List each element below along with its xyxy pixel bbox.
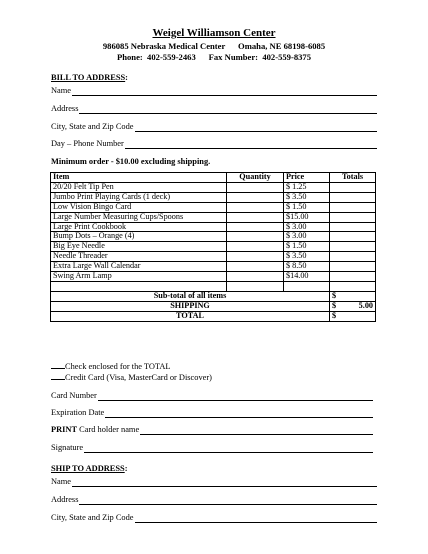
ship-address-label: Address (51, 495, 79, 504)
bill-name-label: Name (51, 86, 71, 95)
quantity-cell[interactable] (227, 232, 284, 242)
item-cell: Needle Threader (51, 252, 227, 262)
price-cell: $ 1.25 (284, 182, 330, 192)
card-number-field[interactable] (51, 391, 373, 401)
quantity-cell[interactable] (227, 222, 284, 232)
item-cell: Swing Arm Lamp (51, 272, 227, 282)
table-row (51, 192, 376, 202)
table-row (51, 252, 376, 262)
item-cell: Low Vision Bingo Card (51, 202, 227, 212)
holder-name-blank[interactable] (140, 426, 373, 435)
shipping-currency: $ (332, 301, 337, 310)
shipping-label: SHIPPING (51, 301, 330, 311)
ship-address-blank[interactable] (79, 496, 377, 505)
signature-label: Signature (51, 443, 84, 452)
total-cell[interactable] (330, 242, 376, 252)
shipping-row (51, 301, 376, 311)
total-cell[interactable] (330, 252, 376, 262)
blank-qty-cell[interactable] (227, 281, 284, 291)
expiration-label: Expiration Date (51, 408, 105, 417)
bill-phone-label: Day – Phone Number (51, 139, 124, 148)
signature-field[interactable] (51, 443, 373, 453)
header-price: Price (284, 173, 330, 183)
holder-name-label (51, 425, 139, 435)
item-cell: Bump Dots – Orange (4) (51, 232, 227, 242)
ship-city-blank[interactable] (135, 514, 378, 523)
ship-to-heading: SHIP TO ADDRESS (51, 464, 125, 473)
quantity-cell[interactable] (227, 272, 284, 282)
subtotal-value[interactable]: $ (330, 291, 376, 301)
total-cell[interactable] (330, 202, 376, 212)
item-cell: Large Print Cookbook (51, 222, 227, 232)
header-quantity: Quantity (227, 173, 284, 183)
bill-address-label: Address (51, 104, 79, 113)
bill-to-heading-colon: : (125, 73, 128, 82)
expiration-field[interactable] (51, 408, 373, 418)
item-cell: Extra Large Wall Calendar (51, 262, 227, 272)
expiration-blank[interactable] (105, 409, 373, 418)
minimum-order-note: Minimum order - $10.00 excluding shipping. (51, 157, 211, 166)
bill-address-field[interactable] (51, 104, 377, 114)
bill-to-heading: BILL TO ADDRESS (51, 73, 126, 82)
table-row (51, 202, 376, 212)
price-cell: $ 3.00 (284, 222, 330, 232)
card-number-label: Card Number (51, 391, 97, 400)
blank-item-cell (51, 281, 227, 291)
quantity-cell[interactable] (227, 212, 284, 222)
table-row (51, 262, 376, 272)
bill-name-field[interactable] (51, 86, 377, 96)
price-cell: $ 3.00 (284, 232, 330, 242)
ship-to-heading-colon: : (124, 464, 128, 473)
credit-label: Credit Card (Visa, MasterCard or Discover) (65, 373, 212, 382)
shipping-value: 5.00 (358, 301, 373, 310)
quantity-cell[interactable] (227, 182, 284, 192)
quantity-cell[interactable] (227, 252, 284, 262)
signature-blank[interactable] (84, 444, 373, 453)
ship-name-field[interactable] (51, 477, 377, 487)
ship-name-blank[interactable] (72, 478, 377, 487)
item-cell: Big Eye Needle (51, 242, 227, 252)
total-cell[interactable] (330, 182, 376, 192)
table-header-row (51, 173, 376, 183)
holder-name-field[interactable] (51, 425, 373, 435)
center-phone-fax: Phone: 402-559-2463 Fax Number: 402-559-8375 (116, 52, 312, 62)
bill-city-field[interactable] (51, 122, 377, 132)
blank-total-cell[interactable] (330, 281, 376, 291)
ship-name-label: Name (51, 477, 71, 486)
credit-blank[interactable] (51, 372, 65, 380)
holder-name-text: Card holder name (79, 425, 140, 434)
table-row (51, 182, 376, 192)
bill-city-label: City, State and Zip Code (51, 122, 134, 131)
price-cell: $ 1.50 (284, 242, 330, 252)
card-number-blank[interactable] (98, 392, 373, 401)
payment-option-credit[interactable] (51, 372, 212, 383)
check-label: Check enclosed for the TOTAL (65, 362, 171, 371)
item-cell: Large Number Measuring Cups/Spoons (51, 212, 227, 222)
form-title: Weigel Williamson Center (152, 27, 276, 39)
ship-address-field[interactable] (51, 495, 377, 505)
quantity-cell[interactable] (227, 192, 284, 202)
center-address: 986085 Nebraska Medical Center Omaha, NE 68198-6085 (102, 41, 326, 51)
price-cell: $ 8.50 (284, 262, 330, 272)
total-cell[interactable] (330, 212, 376, 222)
subtotal-label: Sub-total of all items (51, 291, 330, 301)
quantity-cell[interactable] (227, 242, 284, 252)
item-cell: 20/20 Felt Tip Pen (51, 182, 227, 192)
shipping-value-cell (330, 301, 376, 311)
total-cell[interactable] (330, 222, 376, 232)
price-cell: $ 3.50 (284, 252, 330, 262)
bill-name-blank[interactable] (72, 87, 377, 96)
header-item: Item (51, 173, 227, 183)
total-label: TOTAL (51, 311, 330, 321)
table-row (51, 232, 376, 242)
total-cell[interactable] (330, 262, 376, 272)
item-cell: Jumbo Print Playing Cards (1 deck) (51, 192, 227, 202)
table-row (51, 242, 376, 252)
check-blank[interactable] (51, 361, 65, 369)
subtotal-row (51, 291, 376, 301)
ship-to-heading-wrap (51, 464, 128, 474)
total-cell[interactable] (330, 232, 376, 242)
price-cell: $14.00 (284, 272, 330, 282)
price-cell: $ 1.50 (284, 202, 330, 212)
bill-phone-blank[interactable] (125, 140, 377, 149)
ship-city-field[interactable] (51, 513, 377, 523)
blank-row (51, 281, 376, 291)
print-word: PRINT (51, 425, 78, 434)
bill-to-heading-wrap (51, 73, 128, 83)
bill-city-blank[interactable] (135, 123, 378, 132)
payment-option-check[interactable] (51, 361, 171, 372)
price-cell: $ 3.50 (284, 192, 330, 202)
price-cell: $15.00 (284, 212, 330, 222)
bill-address-blank[interactable] (79, 105, 377, 114)
total-cell[interactable] (330, 272, 376, 282)
header-totals: Totals (330, 173, 376, 183)
quantity-cell[interactable] (227, 262, 284, 272)
total-row (51, 311, 376, 321)
order-items-table (50, 172, 376, 322)
quantity-cell[interactable] (227, 202, 284, 212)
ship-city-label: City, State and Zip Code (51, 513, 134, 522)
total-cell[interactable] (330, 192, 376, 202)
table-row (51, 212, 376, 222)
blank-price-cell (284, 281, 330, 291)
table-row (51, 222, 376, 232)
table-row (51, 272, 376, 282)
bill-phone-field[interactable] (51, 139, 377, 149)
total-value[interactable]: $ (330, 311, 376, 321)
